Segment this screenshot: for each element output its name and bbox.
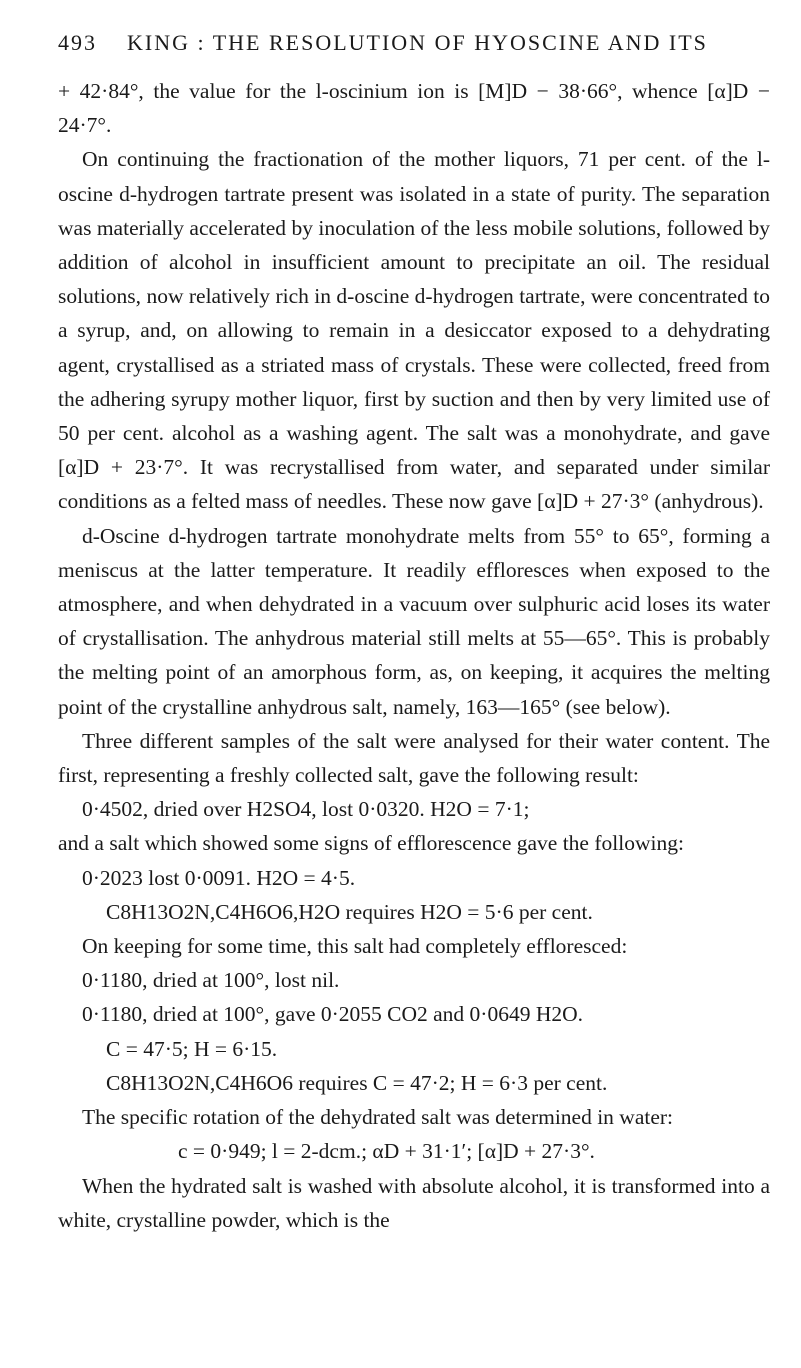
running-title: KING : THE RESOLUTION OF HYOSCINE AND ITS (127, 30, 708, 55)
paragraph: and a salt which showed some signs of efflorescence gave the following: (58, 831, 684, 856)
article-body (58, 74, 770, 1237)
page-number: 493 (58, 30, 97, 55)
paragraph: When the hydrated salt is washed with absolute alcohol, it is transformed into a white, crystalline powder, which is the (58, 1173, 770, 1232)
paragraph: d-Oscine d-hydrogen tartrate monohydrate melts from 55° to 65°, forming a meniscus at the latter temperature. It readily effloresces when exposed to the atmosphere, and when dehydrated in a vacuum over sulphuric acid loses its water of crystallisation. The anhydrous material still melts at 55—65°. This is probably the melting point of an amorphous form, as, on keeping, it acquires the melting point of the crystalline anhydrous salt, namely, 163—165° (see below). (58, 523, 770, 719)
analysis-line: 0·2023 lost 0·0091. H2O = 4·5. (82, 865, 356, 890)
analysis-line: 0·1180, dried at 100°, gave 0·2055 CO2 and 0·0649 H2O. (82, 1002, 584, 1027)
running-header (58, 30, 758, 56)
analysis-result: C = 47·5; H = 6·15. (106, 1036, 278, 1061)
paragraph: + 42·84°, the value for the l-oscinium ion is [M]D − 38·66°, whence [α]D − 24·7°. (58, 79, 770, 138)
paragraph: Three different samples of the salt were analysed for their water content. The first, representing a freshly collected salt, gave the following result: (58, 728, 770, 788)
analysis-line: 0·1180, dried at 100°, lost nil. (82, 968, 340, 993)
analysis-line: 0·4502, dried over H2SO4, lost 0·0320. H2O = 7·1; (82, 797, 530, 822)
paragraph: On continuing the fractionation of the mother liquors, 71 per cent. of the l-oscine d-hydrogen tartrate present was isolated in a state of purity. The separation was materially accelerated by inoculation of the less mobile solutions, followed by addition of alcohol in insufficient amount to precipitate an oil. The residual solutions, now relatively rich in d-oscine d-hydrogen tartrate, were concentrated to a syrup, and, on allowing to remain in a desiccator exposed to a dehydrating agent, crystallised as a striated mass of crystals. These were collected, freed from the adhering syrupy mother liquor, first by suction and then by very limited use of 50 per cent. alcohol as a washing agent. The salt was a monohydrate, and gave [α]D + 23·7°. It was recrystallised from water, and separated under similar conditions as a felted mass of needles. These now gave [α]D + 27·3° (anhydrous). (58, 147, 770, 514)
formula-line: C8H13O2N,C4H6O6,H2O requires H2O = 5·6 per cent. (106, 899, 593, 924)
rotation-data: c = 0·949; l = 2-dcm.; αD + 31·1′; [α]D + 27·3°. (178, 1139, 595, 1164)
paragraph: On keeping for some time, this salt had completely effloresced: (82, 934, 628, 959)
formula-line: C8H13O2N,C4H6O6 requires C = 47·2; H = 6·3 per cent. (106, 1070, 608, 1095)
paragraph: The specific rotation of the dehydrated salt was determined in water: (82, 1105, 674, 1130)
